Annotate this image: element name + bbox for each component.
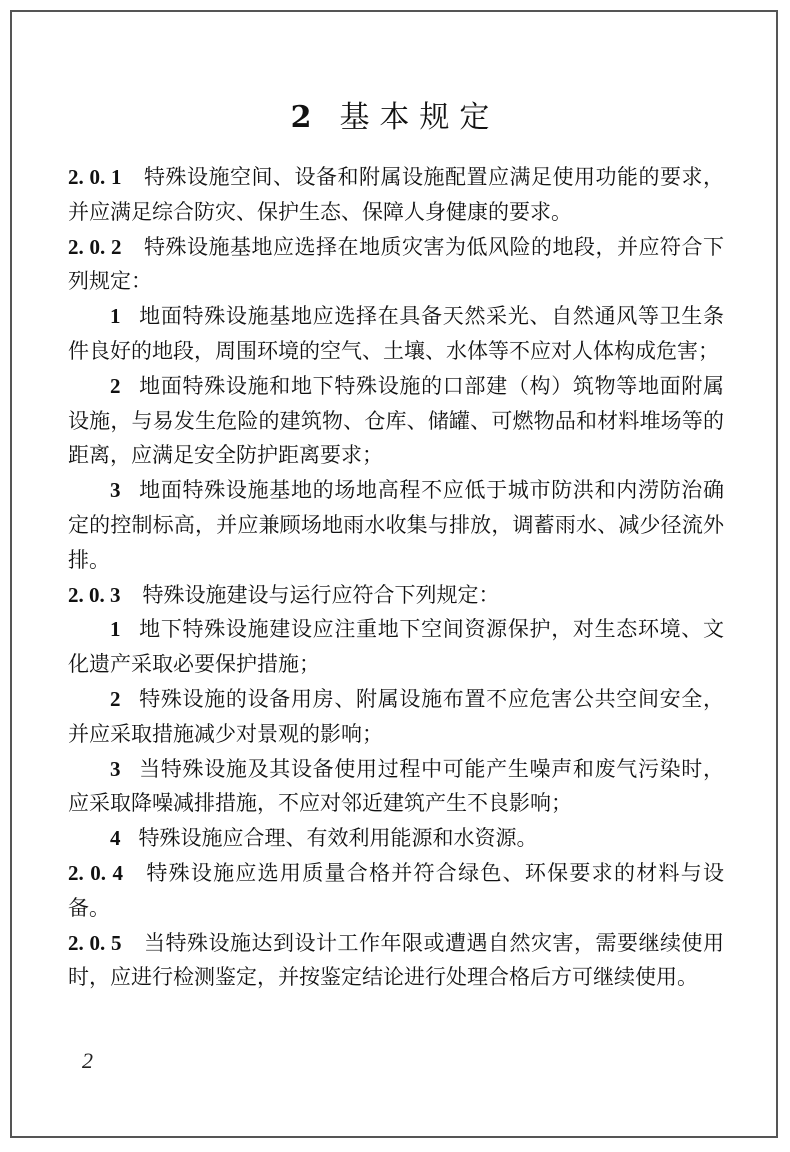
chapter-title-text: 基本规定 <box>339 100 500 136</box>
item-number: 4 <box>110 826 121 851</box>
item-text: 地下特殊设施建设应注重地下空间资源保护，对生态环境、文化遗产采取必要保护措施； <box>68 617 724 677</box>
item-text: 地面特殊设施和地下特殊设施的口部建（构）筑物等地面附属设施，与易发生危险的建筑物、仓库、储罐、可燃物品和材料堆场等的距离，应满足安全防护距离要求； <box>68 373 724 468</box>
clause-2-0-4 <box>68 856 724 926</box>
clause-2-0-2-item-1 <box>68 299 724 369</box>
clause-number: 2. 0. 3 <box>68 582 121 607</box>
item-number: 1 <box>110 304 121 329</box>
clause-number: 2. 0. 5 <box>68 930 122 955</box>
clauses-content <box>68 160 724 995</box>
item-number: 2 <box>110 686 121 711</box>
item-text: 当特殊设施及其设备使用过程中可能产生噪声和废气污染时，应采取降噪减排措施，不应对邻近建筑产生不良影响； <box>68 756 724 816</box>
clause-2-0-1 <box>68 160 724 230</box>
clause-text: 特殊设施基地应选择在地质灾害为低风险的地段，并应符合下列规定： <box>68 234 724 294</box>
clause-number: 2. 0. 2 <box>68 234 122 259</box>
item-text: 地面特殊设施基地的场地高程不应低于城市防洪和内涝防治确定的控制标高，并应兼顾场地雨水收集与排放，调蓄雨水、减少径流外排。 <box>68 478 724 572</box>
item-text: 特殊设施的设备用房、附属设施布置不应危害公共空间安全，并应采取措施减少对景观的影响； <box>68 686 724 746</box>
clause-2-0-3-item-2 <box>68 682 724 752</box>
page-number: 2 <box>82 1048 93 1073</box>
item-text: 地面特殊设施基地应选择在具备天然采光、自然通风等卫生条件良好的地段，周围环境的空气、土壤、水体等不应对人体构成危害； <box>68 304 724 363</box>
clause-number: 2. 0. 4 <box>68 860 124 885</box>
clause-2-0-3-item-4 <box>68 821 724 856</box>
clause-text: 特殊设施建设与运行应符合下列规定： <box>142 582 500 607</box>
clause-2-0-2-item-2 <box>68 369 724 473</box>
clause-2-0-3 <box>68 578 724 613</box>
clause-text: 当特殊设施达到设计工作年限或遭遇自然灾害，需要继续使用时，应进行检测鉴定，并按鉴定结论进行处理合格后方可继续使用。 <box>68 930 724 990</box>
item-number: 1 <box>110 617 121 642</box>
clause-number: 2. 0. 1 <box>68 165 122 189</box>
clause-2-0-3-item-3 <box>68 752 724 822</box>
item-number: 2 <box>110 373 121 398</box>
clause-2-0-2-item-3 <box>68 473 724 577</box>
clause-text: 特殊设施应选用质量合格并符合绿色、环保要求的材料与设备。 <box>68 860 725 920</box>
clause-2-0-3-item-1 <box>68 612 724 682</box>
chapter-title <box>0 92 790 136</box>
item-text: 特殊设施应合理、有效利用能源和水资源。 <box>138 826 538 851</box>
clause-2-0-2 <box>68 230 724 300</box>
clause-2-0-5 <box>68 926 724 996</box>
item-number: 3 <box>110 756 121 781</box>
item-number: 3 <box>110 478 121 503</box>
chapter-number: 2 <box>290 100 312 136</box>
clause-text: 特殊设施空间、设备和附属设施配置应满足使用功能的要求，并应满足综合防灾、保护生态、保障人身健康的要求。 <box>68 165 724 224</box>
